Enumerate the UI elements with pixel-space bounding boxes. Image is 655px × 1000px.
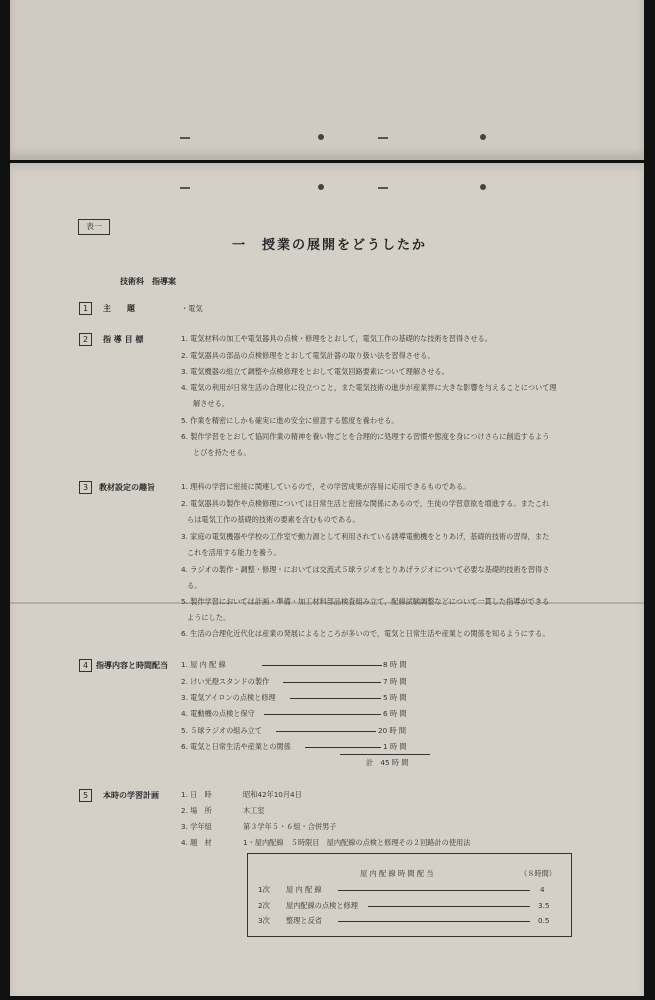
schedule-hours: 5 時 間 bbox=[383, 693, 407, 702]
staple-mark bbox=[180, 137, 190, 139]
list-item: らは電気工作の基礎的技術の要素を含むものである。 bbox=[187, 515, 360, 524]
list-item: これを活用する能力を養う。 bbox=[187, 548, 281, 557]
schedule-item: 4. 電動機の点検と保守 bbox=[181, 709, 255, 718]
list-item: 1. 電気材料の加工や電気器具の点検・修理をとおして，電気工作の基礎的な技術を習得させる。 bbox=[181, 334, 492, 343]
section-number-1: 1 bbox=[79, 302, 92, 315]
leader-line bbox=[264, 714, 381, 715]
section-label-allocation: 指導内容と時間配当 bbox=[96, 661, 168, 670]
section-number-4: 4 bbox=[79, 659, 92, 672]
section-number-3: 3 bbox=[79, 481, 92, 494]
schedule-box-hours: 3.5 bbox=[538, 901, 550, 910]
plan-subtitle: 技術科 指導案 bbox=[120, 277, 176, 286]
schedule-hours: 8 時 間 bbox=[383, 660, 407, 669]
table-number-box: 表一 bbox=[78, 219, 110, 235]
list-item: 5. 作業を精密にしかも確実に進め安全に留意する態度を養わせる。 bbox=[181, 416, 399, 425]
schedule-item: 2. けい光燈スタンドの製作 bbox=[181, 677, 270, 686]
lesson-key: 1. 日 時 bbox=[181, 790, 212, 799]
section-number-2: 2 bbox=[79, 333, 92, 346]
schedule-hours: 1 時 間 bbox=[383, 742, 407, 751]
lesson-value: 昭和42年10月4日 bbox=[243, 790, 302, 799]
staple-hole bbox=[480, 134, 486, 140]
lesson-value: 木工室 bbox=[243, 806, 265, 815]
list-item: 1. 理科の学習に密接に関連しているので，その学習成果が容易に応用できるものである。 bbox=[181, 482, 471, 491]
section-label-lesson-plan: 本時の学習計画 bbox=[103, 791, 159, 800]
leader-line bbox=[305, 747, 381, 748]
section-label-theme: 主 題 bbox=[103, 304, 135, 313]
staple-mark bbox=[180, 187, 190, 189]
list-item: 解させる。 bbox=[193, 399, 229, 408]
lesson-value: 1・屋内配線 ５時限目 屋内配線の点検と修理その２回路計の使用法 bbox=[243, 838, 471, 847]
schedule-box-order: 1次 bbox=[258, 885, 270, 894]
list-item: 6. 製作学習をとおして協同作業の精神を養い物ごとを合理的に処理する習慣や態度を身につけさらに創造するよう bbox=[181, 432, 550, 441]
schedule-item: 1. 屋 内 配 線 bbox=[181, 660, 226, 669]
staple-hole bbox=[318, 184, 324, 190]
leader-line bbox=[276, 731, 376, 732]
list-item: 2. 電気器具の製作や点検修理については日常生活と密接な関係にあるので，生徒の学習意欲を増進する。またこれ bbox=[181, 499, 550, 508]
schedule-box-title: 屋 内 配 線 時 間 配 当 bbox=[360, 869, 434, 878]
leader-line bbox=[338, 890, 530, 891]
leader-line bbox=[262, 665, 382, 666]
schedule-box-total: （８時間） bbox=[520, 869, 556, 878]
schedule-box-name: 屋内配線の点検と修理 bbox=[286, 901, 358, 910]
schedule-hours: 6 時 間 bbox=[383, 709, 407, 718]
leader-line bbox=[338, 921, 530, 922]
list-item: とびを持たせる。 bbox=[193, 448, 251, 457]
list-item: 3. 家庭の電気機器や学校の工作室で動力源として利用されている誘導電動機をとりあげ，基礎的技術の習得，また bbox=[181, 532, 550, 541]
staple-hole bbox=[480, 184, 486, 190]
lesson-key: 2. 場 所 bbox=[181, 806, 212, 815]
list-item: る。 bbox=[187, 581, 202, 590]
list-item: 4. 電気の利用が日常生活の合理化に役立つこと，また電気技術の進歩が産業界に大きな影響を与えることについて理 bbox=[181, 383, 557, 392]
staple-mark bbox=[378, 137, 388, 139]
section-number-5: 5 bbox=[79, 789, 92, 802]
schedule-box-hours: 0.5 bbox=[538, 916, 550, 925]
schedule-item: 3. 電気アイロンの点検と修理 bbox=[181, 693, 276, 702]
staple-mark bbox=[378, 187, 388, 189]
list-item: 4. ラジオの製作・調整・修理・においては交流式５球ラジオをとりあげラジオについて必要な基礎的技術を習得さ bbox=[181, 565, 550, 574]
section-label-rationale: 教材設定の趣旨 bbox=[99, 483, 155, 492]
schedule-hours: 20 時 間 bbox=[378, 726, 407, 735]
list-item: 3. 電気機器の組立て調整や点検修理をとおして電気回路要素について理解させる。 bbox=[181, 367, 449, 376]
leader-line bbox=[368, 906, 530, 907]
list-item: 6. 生活の合理化近代化は産業の発展によるところが多いので，電気と日常生活や産業との関係を知るようにする。 bbox=[181, 629, 550, 638]
leader-line bbox=[290, 698, 381, 699]
schedule-item: 6. 電気と日常生活や産業との関係 bbox=[181, 742, 291, 751]
lesson-key: 3. 学年組 bbox=[181, 822, 212, 831]
section-value-theme: ・電気 bbox=[181, 304, 203, 313]
staple-hole bbox=[318, 134, 324, 140]
schedule-hours: 7 時 間 bbox=[383, 677, 407, 686]
schedule-box-order: 2次 bbox=[258, 901, 270, 910]
folded-top-flap bbox=[10, 0, 644, 160]
section-label-objectives: 指 導 目 標 bbox=[103, 335, 144, 344]
schedule-box-name: 屋 内 配 線 bbox=[286, 885, 322, 894]
lesson-key: 4. 題 材 bbox=[181, 838, 212, 847]
leader-line bbox=[283, 682, 381, 683]
total-rule bbox=[340, 754, 430, 755]
schedule-item: 5. ５球ラジオの組み立て bbox=[181, 726, 263, 735]
schedule-box-hours: 4 bbox=[540, 885, 545, 894]
page-title: 一 授業の展開をどうしたか bbox=[232, 238, 428, 253]
list-item: ようにした。 bbox=[187, 613, 231, 622]
list-item: 5. 製作学習においては計画・準備・加工材料部品検査組み立て，配線試験調整などについて一貫した指導ができる bbox=[181, 597, 550, 606]
schedule-box-order: 3次 bbox=[258, 916, 270, 925]
list-item: 2. 電気器具の部品の点検修理をとおして電気計器の取り扱い法を習得させる。 bbox=[181, 351, 435, 360]
schedule-box-name: 整理と反省 bbox=[286, 916, 322, 925]
lesson-value: 第３学年５・６組・合併男子 bbox=[243, 822, 337, 831]
schedule-total: 計 45 時 間 bbox=[366, 758, 409, 767]
